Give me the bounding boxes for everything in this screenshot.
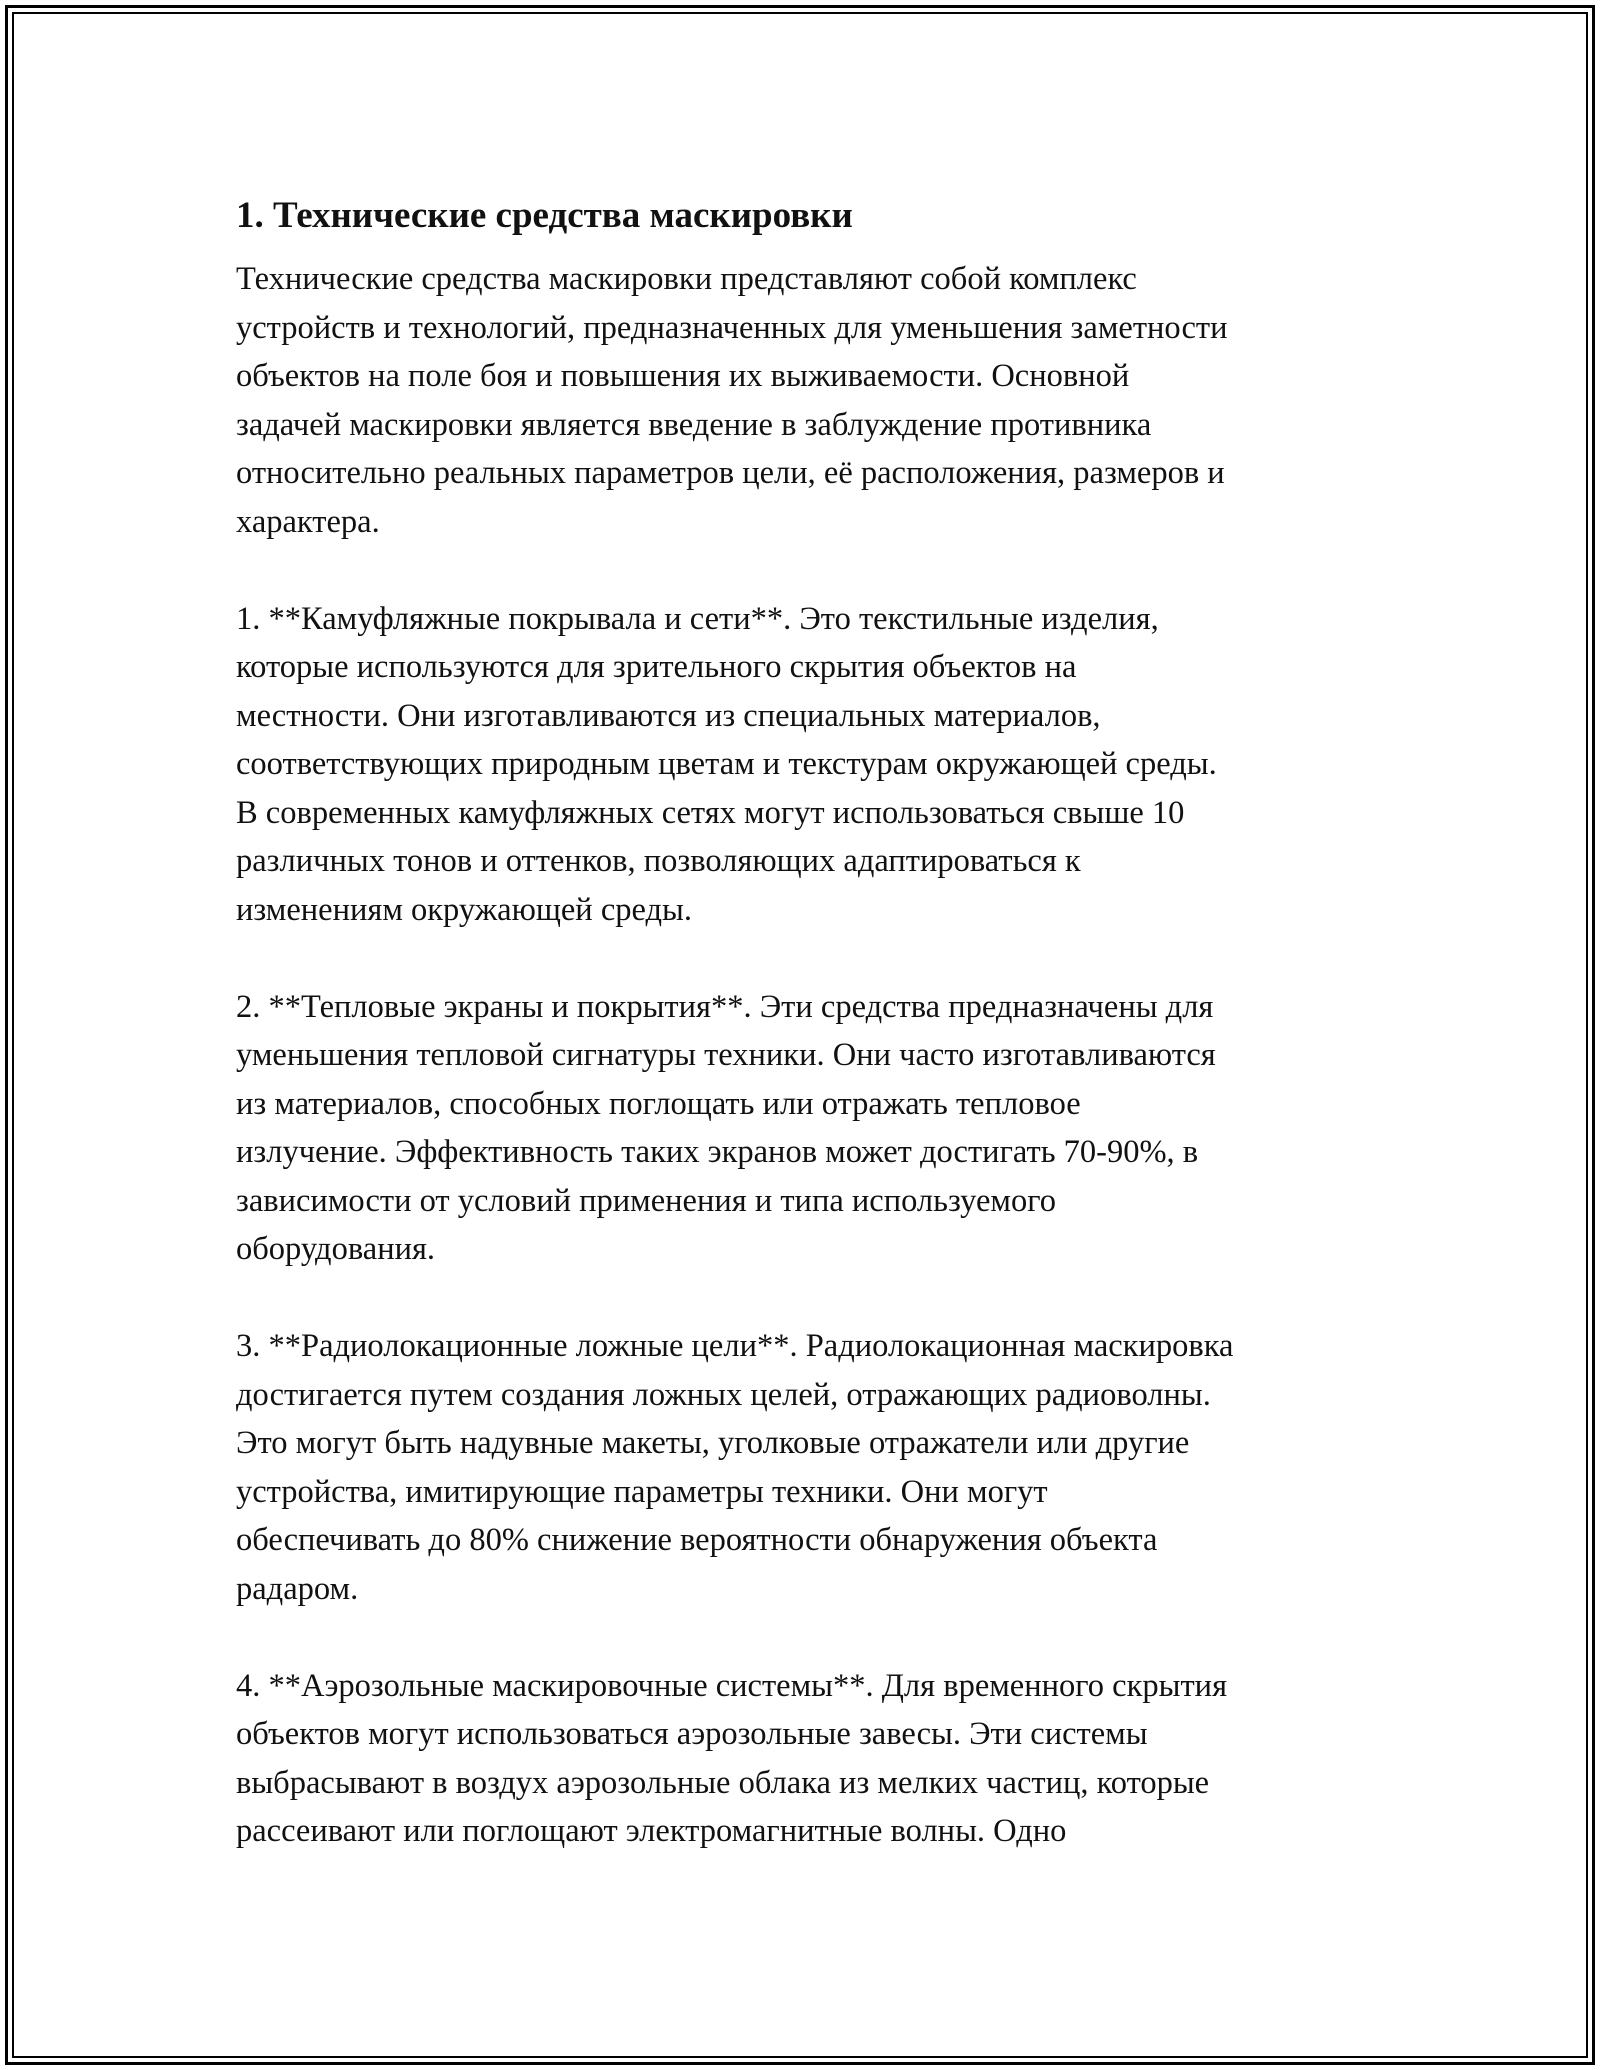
section-heading: 1. Технические средства маскировки <box>236 195 853 236</box>
list-item-thermal-screens: 2. **Тепловые экраны и покрытия**. Эти средства предназначены для уменьшения тепловой сигнатуры техники. Они часто изготавливаются из материалов, способных поглощать или отражать тепловое излучение. Эффективность таких экранов может достигать 70-90%, в зависимости от условий применения и типа используемого оборудования. <box>236 988 1216 1267</box>
list-item-radar-decoys: 3. **Радиолокационные ложные цели**. Радиолокационная маскировка достигается путем создания ложных целей, отражающих радиоволны. Это могут быть надувные макеты, уголковые отражатели или другие устройства, имитирующие параметры техники. Они могут обеспечивать до 80% снижение вероятности обнаружения объекта радаром. <box>236 1328 1234 1607</box>
list-item-camouflage-nets: 1. **Камуфляжные покрывала и сети**. Это текстильные изделия, которые используются для зрительного скрытия объектов на местности. Они изготавливаются из специальных материалов, соответствующих природным цветам и текстурам окружающей среды. В современных камуфляжных сетях могут использоваться свыше 10 различных тонов и оттенков, позволяющих адаптироваться к изменениям окружающей среды. <box>236 600 1217 928</box>
intro-paragraph: Технические средства маскировки представляют собой комплекс устройств и технологий, предназначенных для уменьшения заметности объектов на поле боя и повышения их выживаемости. Основной задачей маскировки является введение в заблуждение противника относительно реальных параметров цели, её расположения, размеров и характера. <box>236 261 1228 540</box>
document-body <box>236 188 1376 1856</box>
list-item-aerosol-systems: 4. **Аэрозольные маскировочные системы**. Для временного скрытия объектов могут использоваться аэрозольные завесы. Эти системы выбрасывают в воздух аэрозольные облака из мелких частиц, которые рассеивают или поглощают электромагнитные волны. Одно <box>236 1667 1228 1849</box>
